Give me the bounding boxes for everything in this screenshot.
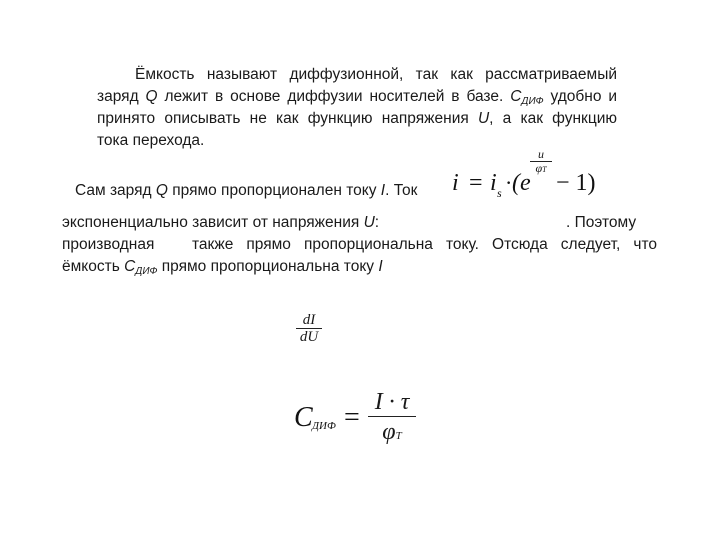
p1-line-1: Ёмкость называют диффузионной, так как рассматриваемый [135, 66, 617, 83]
p1-text: принято описывать не как функцию напряжения [97, 110, 478, 127]
p2-text: прямо пропорционален току [167, 182, 381, 199]
p2-text: . Ток [385, 182, 418, 199]
exponent-den [535, 162, 546, 176]
formula-equals: = [469, 170, 483, 196]
symbol-q: Q [145, 88, 158, 105]
p2-text: Сам заряд [75, 182, 156, 199]
formula-minus-one: − 1) [556, 170, 596, 196]
formula-derivative [296, 312, 322, 345]
formula-open-exp: (e [512, 170, 531, 196]
symbol-i: I [378, 258, 383, 275]
p2-text: . Поэтому [566, 214, 637, 231]
symbol-u: U [477, 110, 490, 127]
cap-den [382, 417, 401, 451]
symbol-c: C [510, 88, 522, 105]
cap-num: I · τ [374, 389, 410, 415]
derivative-num: dI [302, 312, 316, 328]
phi-sub: T [395, 430, 402, 442]
cap-equals: = [344, 402, 360, 433]
p2-text: : [374, 214, 380, 231]
cap-lhs: C [294, 402, 313, 433]
p2-text: также прямо пропорциональна току. Отсюда следует, что [192, 236, 657, 253]
p2-line-3b [192, 235, 657, 255]
phi-symbol: φ [382, 419, 396, 445]
p1-line-3 [97, 109, 617, 129]
p2-text: экспоненциально зависит от напряжения [62, 214, 364, 231]
p2-text: ёмкость [62, 258, 125, 275]
p2-line-2-end [566, 213, 636, 233]
phi-symbol: φ [535, 161, 543, 175]
p2-line-4 [62, 257, 383, 282]
p2-text: производная [62, 236, 155, 253]
cap-fraction [368, 388, 416, 451]
p2-line-1 [75, 181, 417, 201]
cap-lhs-sub: ДИФ [312, 420, 336, 432]
p2-line-2 [62, 213, 379, 233]
p1-text: , а как функцию [489, 110, 617, 127]
formula-exponent [530, 148, 552, 176]
subscript-dif: ДИФ [521, 96, 544, 107]
exponent-num: u [538, 147, 544, 161]
formula-is: i [490, 170, 497, 196]
p1-text: удобно и [543, 88, 618, 105]
phi-sub: T [542, 165, 547, 174]
formula-dot: · [505, 170, 513, 195]
symbol-c: C [124, 258, 136, 275]
p1-text: заряд [97, 88, 146, 105]
p2-line-3a [62, 235, 154, 255]
symbol-u: U [363, 214, 375, 231]
p1-text: лежит в основе диффузии носителей в базе. [157, 88, 511, 105]
p1-line-4: тока перехода. [97, 132, 205, 149]
subscript-dif: ДИФ [135, 266, 158, 277]
formula-i-lhs: i [452, 170, 459, 196]
p2-text: прямо пропорциональна току [157, 258, 379, 275]
formula-is-sub: s [497, 186, 502, 200]
symbol-i: I [380, 182, 386, 199]
derivative-den: dU [299, 329, 319, 345]
symbol-q: Q [155, 182, 168, 199]
